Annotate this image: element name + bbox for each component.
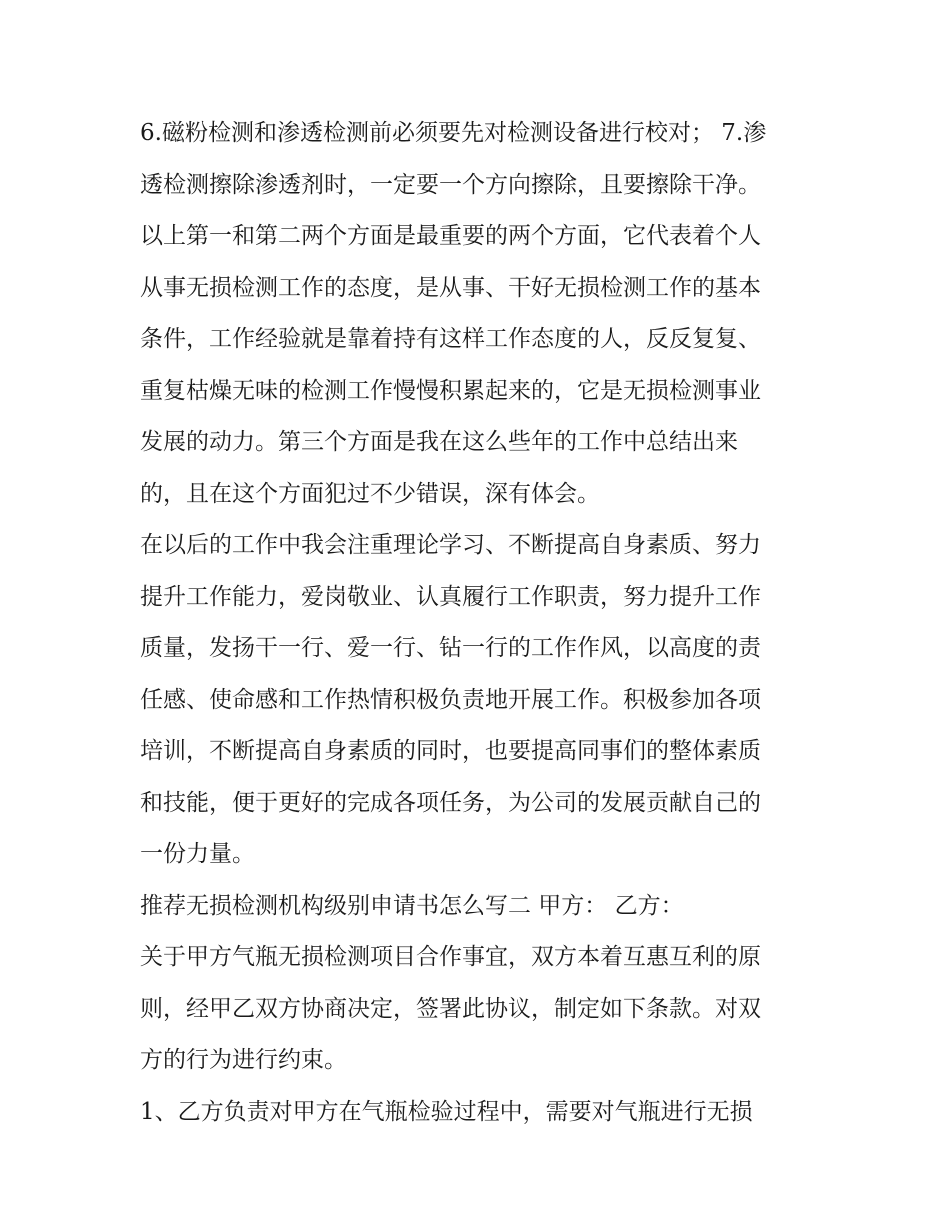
text-line: 透检测擦除渗透剂时，一定要一个方向擦除，且要擦除干净。 [140,171,761,198]
text-line: 培训，不断提高自身素质的同时，也要提高同事们的整体素质 [140,738,761,764]
text-line: 从事无损检测工作的态度，是从事、干好无损检测工作的基本 [140,274,761,301]
text-line: 任感、使命感和工作热情积极负责地开展工作。积极参加各项 [140,686,761,713]
document-body [140,108,820,1138]
heading-line: 推荐无损检测机构级别申请书怎么写二 甲方： 乙方： [140,892,684,919]
text-line: 重复枯燥无味的检测工作慢慢积累起来的，它是无损检测事业 [140,377,761,404]
text-line: 质量，发扬干一行、爱一行、钻一行的工作作风，以高度的责 [140,635,761,661]
text-line: 提升工作能力，爱岗敬业、认真履行工作职责，努力提升工作 [140,583,761,610]
text-line: 条件，工作经验就是靠着持有这样工作态度的人，反反复复、 [140,326,761,352]
text-line: 的，且在这个方面犯过不少错误，深有体会。 [140,480,600,507]
text-line: 一份力量。 [140,841,255,867]
text-line: 则，经甲乙双方协商决定，签署此协议，制定如下条款。对双 [140,995,761,1022]
text-line: 关于甲方气瓶无损检测项目合作事宜，双方本着互惠互利的原 [140,944,761,970]
text-line: 1、乙方负责对甲方在气瓶检验过程中，需要对气瓶进行无损 [140,1098,753,1125]
text-line: 和技能，便于更好的完成各项任务，为公司的发展贡献自己的 [140,789,761,816]
text-line: 6.磁粉检测和渗透检测前必须要先对检测设备进行校对； 7.渗 [140,120,767,146]
text-line: 以上第一和第二两个方面是最重要的两个方面，它代表着个人 [140,223,761,249]
text-line: 在以后的工作中我会注重理论学习、不断提高自身素质、努力 [140,532,761,558]
text-line: 方的行为进行约束。 [140,1047,347,1073]
text-line: 发展的动力。第三个方面是我在这么些年的工作中总结出来 [140,429,738,455]
